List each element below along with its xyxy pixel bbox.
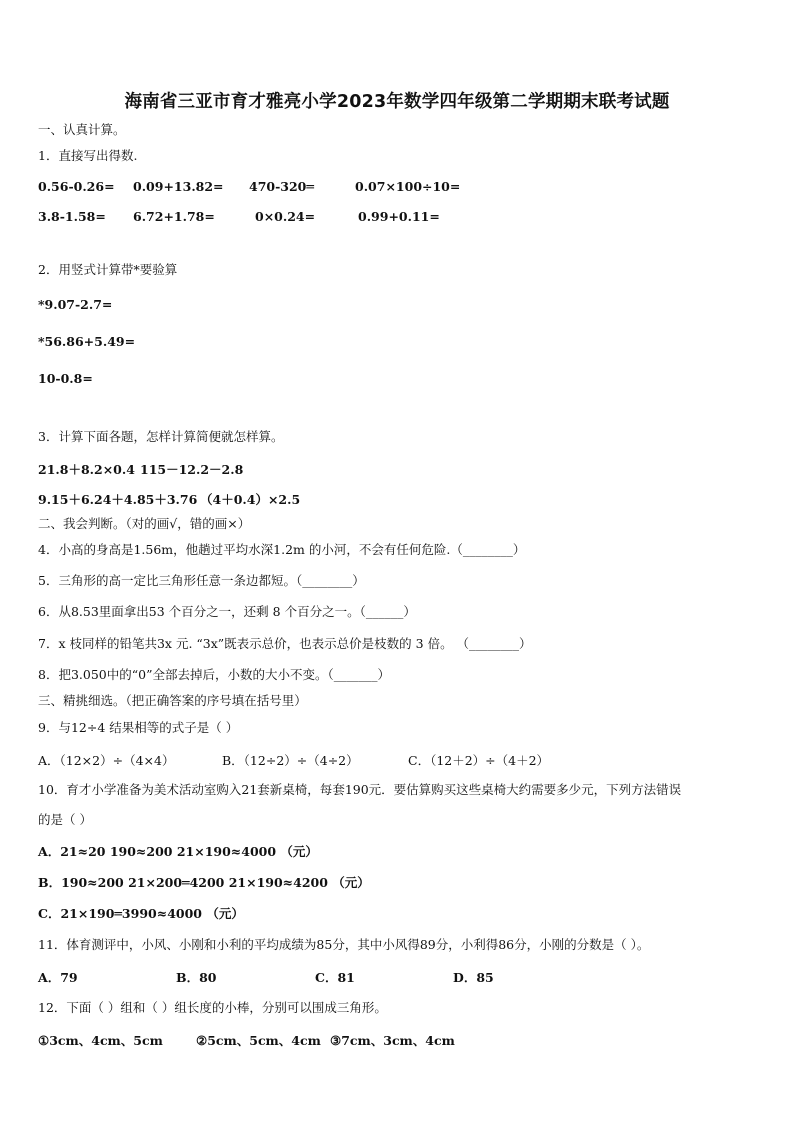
simplify-item: 21.8＋8.2×0.4 — [38, 462, 135, 477]
simplify-item: 115－12.2－2.8 — [140, 462, 244, 477]
section-heading-2: 二、我会判断。（对的画√，错的画×） — [38, 516, 251, 531]
judge-item-4: 4．小高的身高是1.56m，他趟过平均水深1.2m 的小河，不会有任何危险.（________） — [38, 542, 526, 557]
calc-item: 0.56-0.26= — [38, 179, 115, 194]
judge-item-7: 7．x 枝同样的铅笔共3x 元. “3x”既表示总价，也表示总价是枝数的 3 倍。 （________） — [38, 636, 532, 651]
calc-item: 0.07×100÷10= — [355, 179, 461, 194]
question-2-prompt: 2．用竖式计算带*要验算 — [38, 262, 178, 277]
judge-item-8: 8．把3.050中的“0”全部去掉后，小数的大小不变。（_______） — [38, 667, 390, 682]
calc-item: 6.72+1.78= — [133, 209, 215, 224]
option-b: B．（12÷2）÷（4÷2） — [222, 753, 359, 768]
calc-item: 0×0.24= — [255, 209, 316, 224]
simplify-item: 9.15＋6.24＋4.85＋3.76 — [38, 492, 198, 507]
question-10-prompt: 10．育才小学准备为美术活动室购入21套新桌椅，每套190元．要估算购买这些桌椅大约需要多少元，下列方法错误 — [38, 782, 682, 797]
question-3-prompt: 3．计算下面各题，怎样计算简便就怎样算。 — [38, 429, 284, 444]
option-1: ①3cm、4cm、5cm — [38, 1033, 163, 1048]
calc-item: 3.8-1.58= — [38, 209, 106, 224]
vertical-calc-item: *9.07-2.7= — [38, 297, 113, 312]
vertical-calc-item: *56.86+5.49= — [38, 334, 136, 349]
judge-item-6: 6．从8.53里面拿出53 个百分之一，还剩 8 个百分之一。（______） — [38, 604, 416, 619]
option-c: C．（12＋2）÷（4＋2） — [408, 753, 550, 768]
calc-item: 0.99+0.11= — [358, 209, 440, 224]
option-2: ②5cm、5cm、4cm — [196, 1033, 321, 1048]
judge-item-5: 5．三角形的高一定比三角形任意一条边都短。（________） — [38, 573, 365, 588]
option-b: B．80 — [176, 970, 217, 985]
section-heading-3: 三、精挑细选。（把正确答案的序号填在括号里） — [38, 693, 307, 708]
question-12-prompt: 12．下面（ ）组和（ ）组长度的小棒，分别可以围成三角形。 — [38, 1000, 387, 1015]
option-b: B．190≈200 21×200═4200 21×190≈4200 （元） — [38, 875, 370, 890]
vertical-calc-item: 10-0.8= — [38, 371, 93, 386]
simplify-item: （4＋0.4）×2.5 — [200, 492, 301, 507]
page-title: 海南省三亚市育才雅亮小学2023年数学四年级第二学期期末联考试题 — [124, 92, 670, 112]
option-a: A．79 — [38, 970, 78, 985]
question-9-prompt: 9．与12÷4 结果相等的式子是（ ） — [38, 720, 239, 735]
question-11-prompt: 11．体育测评中，小风、小刚和小利的平均成绩为85分，其中小风得89分，小利得86分，小刚的分数是（ ）。 — [38, 937, 650, 952]
option-a: A．（12×2）÷（4×4） — [38, 753, 175, 768]
section-heading-1: 一、认真计算。 — [38, 122, 126, 137]
question-1-prompt: 1．直接写出得数. — [38, 148, 138, 163]
question-10-prompt-cont: 的是（ ） — [38, 812, 92, 827]
option-c: C．81 — [315, 970, 355, 985]
calc-item: 470-320═ — [249, 179, 314, 194]
option-3: ③7cm、3cm、4cm — [330, 1033, 455, 1048]
calc-item: 0.09+13.82= — [133, 179, 224, 194]
option-d: D．85 — [453, 970, 494, 985]
option-c: C．21×190═3990≈4000 （元） — [38, 906, 244, 921]
option-a: A．21≈20 190≈200 21×190≈4000 （元） — [38, 844, 318, 859]
